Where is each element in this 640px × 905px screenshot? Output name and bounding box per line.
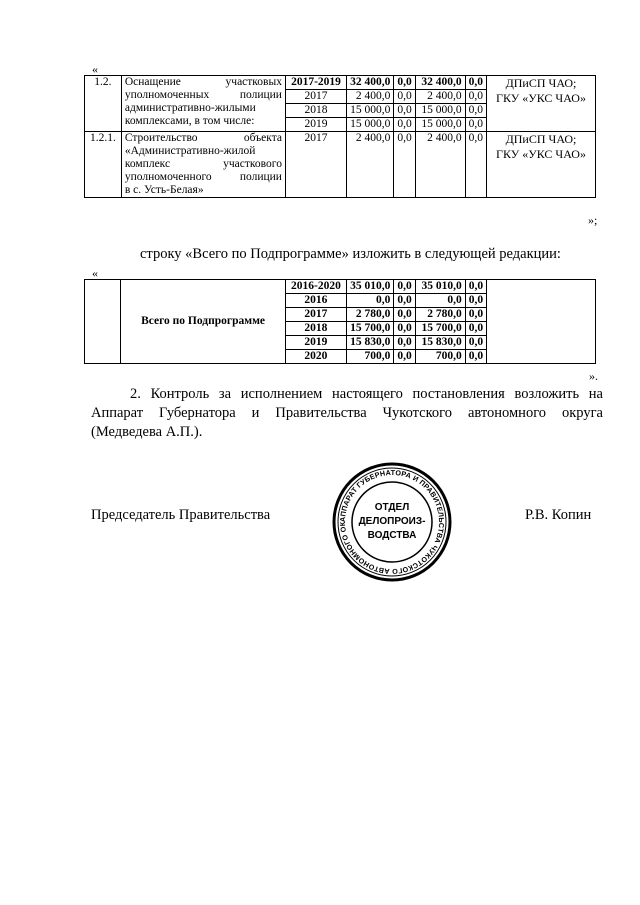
year-cell: 2016-2020 [285, 280, 346, 294]
federal-cell: 0,0 [394, 350, 415, 364]
year-cell: 2020 [285, 350, 346, 364]
total-table [84, 279, 596, 364]
description-line: Оснащение участковых [124, 76, 282, 88]
executor-line: ГКУ «УКС ЧАО» [496, 91, 586, 105]
description-line: Строительство объекта [124, 132, 282, 144]
signature-name: Р.В. Копин [525, 507, 592, 523]
total-cell: 32 400,0 [347, 76, 394, 90]
other-cell: 0,0 [465, 118, 486, 132]
description-line: уполномоченного полиции [124, 171, 282, 183]
description-line: комплекс участкового [124, 158, 282, 170]
regional-cell: 2 780,0 [415, 308, 465, 322]
paragraph2-line1: 2. Контроль за исполнением настоящего постановления возложить на [130, 386, 603, 402]
federal-cell: 0,0 [394, 322, 415, 336]
executor-empty [487, 280, 596, 364]
year-cell: 2019 [285, 118, 346, 132]
other-cell: 0,0 [465, 336, 486, 350]
row-description [121, 132, 285, 198]
paragraph2-line3: (Медведева А.П.). [91, 424, 203, 440]
total-cell: 700,0 [347, 350, 394, 364]
year-cell: 2019 [285, 336, 346, 350]
executor-line: ГКУ «УКС ЧАО» [496, 147, 586, 161]
other-cell: 0,0 [465, 280, 486, 294]
year-cell: 2017 [285, 132, 346, 198]
paragraph2-line2: Аппарат Губернатора и Правительства Чукотского автономного округа [91, 405, 603, 421]
stamp-seal-icon [330, 460, 454, 584]
federal-cell: 0,0 [394, 132, 415, 198]
quote-open: « [92, 62, 98, 76]
total-cell: 2 400,0 [347, 132, 394, 198]
regional-cell: 2 400,0 [415, 90, 465, 104]
regional-cell: 15 000,0 [415, 118, 465, 132]
total-cell: 15 700,0 [347, 322, 394, 336]
regional-cell: 2 400,0 [415, 132, 465, 198]
table2-body [85, 280, 596, 364]
quote-open-2: « [92, 266, 98, 280]
regional-cell: 15 000,0 [415, 104, 465, 118]
total-cell: 35 010,0 [347, 280, 394, 294]
year-cell: 2016 [285, 294, 346, 308]
description-line: уполномоченных полиции [124, 89, 282, 101]
federal-cell: 0,0 [394, 90, 415, 104]
federal-cell: 0,0 [394, 76, 415, 90]
description-line: административно-жилыми [124, 102, 256, 114]
federal-cell: 0,0 [394, 336, 415, 350]
federal-cell: 0,0 [394, 280, 415, 294]
table-row [85, 132, 596, 198]
other-cell: 0,0 [465, 90, 486, 104]
regional-cell: 32 400,0 [415, 76, 465, 90]
regional-cell: 15 830,0 [415, 336, 465, 350]
description-line: в с. Усть-Белая» [124, 184, 204, 196]
executor-line: ДПиСП ЧАО; [505, 132, 577, 146]
svg-text:АППАРАТ ГУБЕРНАТОРА И ПРАВИТЕЛ: АППАРАТ ГУБЕРНАТОРА И ПРАВИТЕЛЬСТВА ЧУКОТСКОГО АВТОНОМНОГО ОК [337, 467, 447, 577]
row-number: 1.2.1. [85, 132, 122, 198]
year-cell: 2017 [285, 308, 346, 322]
svg-text:ДЕЛОПРОИЗ-: ДЕЛОПРОИЗ- [358, 516, 426, 527]
executor-line: ДПиСП ЧАО; [505, 76, 577, 90]
regional-cell: 0,0 [415, 294, 465, 308]
table1-body [85, 76, 596, 198]
other-cell: 0,0 [465, 308, 486, 322]
regional-cell: 35 010,0 [415, 280, 465, 294]
subprogram-table [84, 75, 596, 198]
other-cell: 0,0 [465, 76, 486, 90]
total-cell: 0,0 [347, 294, 394, 308]
federal-cell: 0,0 [394, 104, 415, 118]
executor-cell [486, 76, 595, 132]
description-line: «Административно-жилой [124, 145, 256, 157]
description-line: комплексами, в том числе: [124, 115, 255, 127]
total-cell: 2 400,0 [347, 90, 394, 104]
regional-cell: 700,0 [415, 350, 465, 364]
table-row [85, 280, 596, 294]
other-cell: 0,0 [465, 350, 486, 364]
other-cell: 0,0 [465, 322, 486, 336]
total-cell: 15 000,0 [347, 118, 394, 132]
row-description [121, 76, 285, 132]
quote-close-1: »; [588, 213, 598, 227]
regional-cell: 15 700,0 [415, 322, 465, 336]
other-cell: 0,0 [465, 104, 486, 118]
row-number-empty [85, 280, 121, 364]
table-row [85, 76, 596, 90]
svg-text:ОТДЕЛ: ОТДЕЛ [374, 502, 410, 513]
year-cell: 2017-2019 [285, 76, 346, 90]
row-number: 1.2. [85, 76, 122, 132]
other-cell: 0,0 [465, 132, 486, 198]
year-cell: 2018 [285, 322, 346, 336]
total-cell: 15 830,0 [347, 336, 394, 350]
executor-cell [486, 132, 595, 198]
year-cell: 2018 [285, 104, 346, 118]
federal-cell: 0,0 [394, 294, 415, 308]
total-cell: 15 000,0 [347, 104, 394, 118]
total-label: Всего по Подпрограмме [121, 280, 285, 364]
year-cell: 2017 [285, 90, 346, 104]
office-stamp [330, 460, 454, 584]
intro-line: строку «Всего по Подпрограмме» изложить в следующей редакции: [140, 246, 561, 262]
total-cell: 2 780,0 [347, 308, 394, 322]
other-cell: 0,0 [465, 294, 486, 308]
federal-cell: 0,0 [394, 118, 415, 132]
signature-title: Председатель Правительства [91, 507, 271, 523]
quote-close-2: ». [589, 369, 598, 383]
svg-text:ВОДСТВА: ВОДСТВА [367, 530, 417, 541]
federal-cell: 0,0 [394, 308, 415, 322]
